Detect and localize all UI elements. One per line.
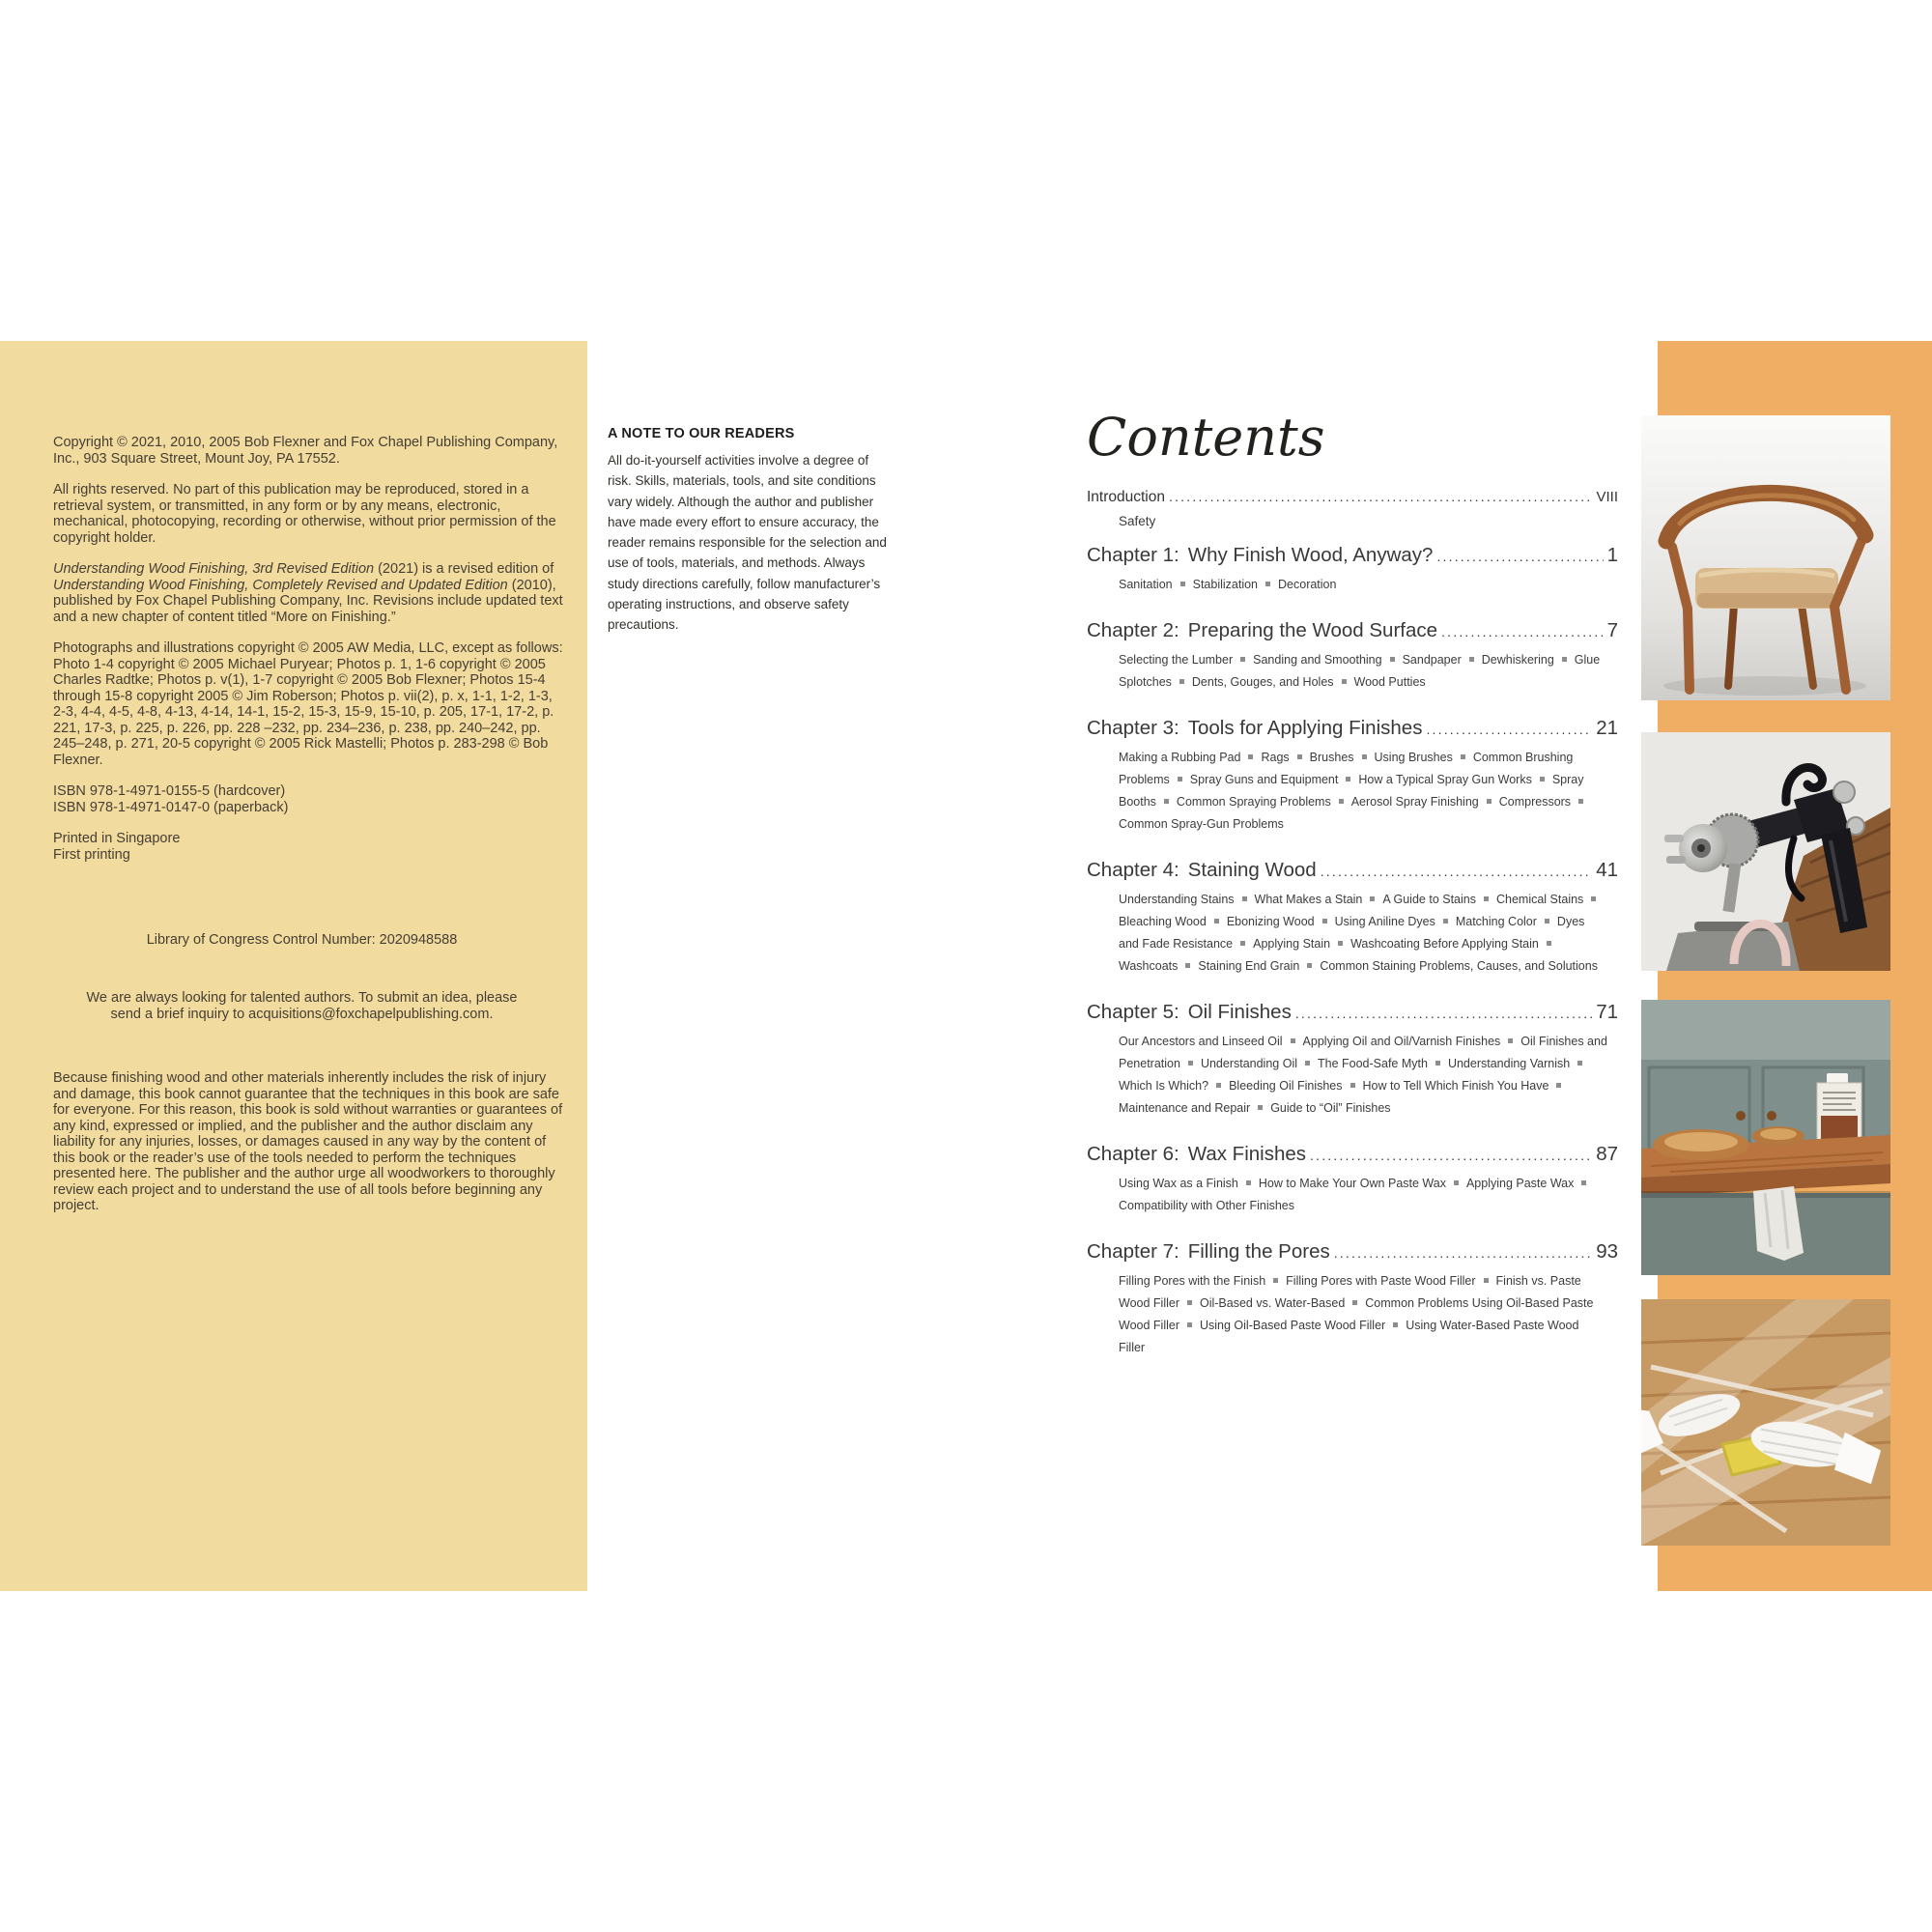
toc-chapter-block [1087, 859, 1618, 978]
chapter-topics [1119, 649, 1607, 694]
chapter-page-number: 7 [1606, 619, 1618, 641]
topic-item: Applying Oil and Oil/Varnish Finishes [1302, 1035, 1501, 1048]
topic-item: Stabilization [1192, 578, 1259, 591]
toc-chapter-row [1087, 544, 1618, 567]
chapter-page-number: 87 [1596, 1143, 1618, 1165]
chapter-label: Chapter 4: [1087, 859, 1179, 881]
toc-chapter-row [1087, 1143, 1618, 1166]
square-bullet-icon [1242, 896, 1247, 901]
topic-item: Bleeding Oil Finishes [1229, 1079, 1343, 1093]
topic-item: Aerosol Spray Finishing [1350, 795, 1479, 809]
square-bullet-icon [1188, 1061, 1193, 1065]
topic-item: Common Brushing Problems [1119, 751, 1574, 786]
topic-item: Dents, Gouges, and Holes [1191, 675, 1334, 689]
dot-leader [1426, 717, 1592, 740]
square-bullet-icon [1591, 896, 1596, 901]
topic-item: How a Typical Spray Gun Works [1358, 773, 1532, 786]
square-bullet-icon [1454, 1180, 1459, 1185]
topic-item: Using Wax as a Finish [1119, 1177, 1238, 1190]
square-bullet-icon [1265, 582, 1270, 586]
square-bullet-icon [1240, 941, 1245, 946]
square-bullet-icon [1185, 963, 1190, 968]
topic-item: Sanding and Smoothing [1253, 653, 1382, 667]
copyright-paragraph: Understanding Wood Finishing, 3rd Revised Edition (2021) is a revised edition of Understanding Wood Finishing, Completely Revised and Updated Edition (2010), published by Fox Chapel Publishing Company, Inc. Revisions include updated text and a new chapter of content titled “More on Finishing.” [53, 561, 563, 625]
topic-item: Compressors [1498, 795, 1572, 809]
square-bullet-icon [1338, 941, 1343, 946]
topic-item: Sanitation [1119, 578, 1173, 591]
chapter-topics [1119, 747, 1607, 836]
topic-item: Understanding Varnish [1447, 1057, 1571, 1070]
chapter-label: Chapter 1: [1087, 544, 1179, 566]
square-bullet-icon [1390, 657, 1395, 662]
square-bullet-icon [1180, 582, 1185, 586]
readers-note-column [608, 426, 894, 636]
chapter-title: Wax Finishes [1187, 1143, 1307, 1165]
topic-item: Sandpaper [1402, 653, 1462, 667]
topic-item: Ebonizing Wood [1226, 915, 1315, 928]
square-bullet-icon [1179, 679, 1184, 684]
toc-introduction-row [1087, 489, 1618, 506]
wooden-bowls-workbench-photo [1641, 1000, 1890, 1275]
square-bullet-icon [1187, 1322, 1192, 1327]
chapter-topics [1119, 889, 1607, 978]
square-bullet-icon [1484, 896, 1489, 901]
topic-item: Using Aniline Dyes [1334, 915, 1435, 928]
square-bullet-icon [1393, 1322, 1398, 1327]
topic-item: Filling Pores with the Finish [1119, 1274, 1266, 1288]
topic-item: Applying Paste Wax [1465, 1177, 1575, 1190]
square-bullet-icon [1342, 679, 1347, 684]
chapter-label: Chapter 6: [1087, 1143, 1179, 1165]
topic-item: Understanding Oil [1200, 1057, 1297, 1070]
square-bullet-icon [1273, 1278, 1278, 1283]
square-bullet-icon [1291, 1038, 1295, 1043]
chapter-page-number: 1 [1606, 544, 1618, 566]
square-bullet-icon [1350, 1083, 1355, 1088]
topic-item: Washcoats [1119, 959, 1179, 973]
chapter-title: Oil Finishes [1187, 1001, 1292, 1023]
toc-chapter-list [1087, 544, 1618, 1359]
topic-item: Dewhiskering [1481, 653, 1554, 667]
topic-item: Common Problems Using Oil-Based Paste Wood Filler [1119, 1296, 1594, 1332]
gloved-hands-paste-filler-photo [1641, 1299, 1890, 1546]
toc-introduction-page: VIII [1596, 489, 1618, 505]
square-bullet-icon [1214, 919, 1219, 923]
toc-chapter-row [1087, 619, 1618, 642]
wooden-armchair-photo [1641, 415, 1890, 700]
liability-disclaimer: Because finishing wood and other materials inherently includes the risk of injury and damage, this book cannot guarantee that the techniques in this book are safe for everyone. For this reason, this book is sold without warranties or guarantees of any kind, expressed or implied, and the publisher and the author disclaim any liability for any injuries, losses, or damages caused in any way by the content of this book or the reader’s use of the tools needed to perform the techniques presented here. The publisher and the author urge all woodworkers to thoroughly review each project and to understand the use of all tools before beginning any project. [53, 1070, 563, 1213]
square-bullet-icon [1581, 1180, 1586, 1185]
topic-item: Staining End Grain [1198, 959, 1300, 973]
library-of-congress-number: Library of Congress Control Number: 2020948588 [146, 932, 458, 948]
square-bullet-icon [1164, 799, 1169, 804]
topic-item: The Food-Safe Myth [1318, 1057, 1428, 1070]
chapter-title: Tools for Applying Finishes [1187, 717, 1423, 739]
square-bullet-icon [1297, 754, 1302, 759]
copyright-paragraph: All rights reserved. No part of this publication may be reproduced, stored in a retrieval system, or transmitted, in any form or by any means, electronic, mechanical, photocopying, recording or otherwise, without prior permission of the copyright holder. [53, 482, 556, 546]
topic-item: Washcoating Before Applying Stain [1350, 937, 1539, 951]
toc-chapter-block [1087, 544, 1618, 596]
topic-item: A Guide to Stains [1382, 893, 1476, 906]
square-bullet-icon [1370, 896, 1375, 901]
gloved-hands-illustration [1641, 1299, 1890, 1546]
topic-item: How to Tell Which Finish You Have [1362, 1079, 1549, 1093]
dot-leader [1334, 1240, 1592, 1264]
toc-chapter-block [1087, 1143, 1618, 1217]
toc-chapter-row [1087, 859, 1618, 882]
square-bullet-icon [1545, 919, 1549, 923]
chapter-page-number: 41 [1596, 859, 1618, 881]
chapter-topics [1119, 1031, 1607, 1120]
contents-title: Contents [1087, 407, 1325, 468]
square-bullet-icon [1187, 1300, 1192, 1305]
topic-item: Maintenance and Repair [1119, 1101, 1251, 1115]
topic-item: Our Ancestors and Linseed Oil [1119, 1035, 1283, 1048]
dot-leader [1295, 1001, 1592, 1024]
toc-introduction-subtopic: Safety [1119, 514, 1156, 528]
topic-item: Oil-Based vs. Water-Based [1199, 1296, 1346, 1310]
square-bullet-icon [1248, 754, 1253, 759]
dot-leader [1321, 859, 1592, 882]
topic-item: Rags [1261, 751, 1290, 764]
topic-item: Understanding Stains [1119, 893, 1235, 906]
square-bullet-icon [1556, 1083, 1561, 1088]
chapter-title: Staining Wood [1187, 859, 1317, 881]
chapter-topics [1119, 574, 1607, 596]
topic-item: Common Spraying Problems [1176, 795, 1331, 809]
bowls-and-can-illustration [1641, 1000, 1890, 1275]
table-of-contents [1087, 407, 1618, 1382]
square-bullet-icon [1258, 1105, 1263, 1110]
toc-chapter-block [1087, 717, 1618, 836]
topic-item: Glue Splotches [1119, 653, 1601, 689]
copyright-paragraph: Photographs and illustrations copyright © 2005 AW Media, LLC, except as follows: Photo 1-4 copyright © 2005 Michael Puryear; Photos p. 1, 1-6 copyright © 2005 Charles Radtke; Photos p. v(1), 1-7 copyright © 2005 Bob Flexner; Photos 15-4 through 15-8 copyright 2005 © Jim Roberson; Photos p. vii(2), p. x, 1-1, 1-2, 1-3, 2-3, 4-4, 4-5, 4-8, 4-13, 4-14, 14-1, 15-2, 15-3, 15-9, 15-10, p. 205, 17-1, 17-2, p. 221, 17-3, p. 225, p. 226, pp. 228 –232, pp. 234–236, p. 238, pp. 240–242, pp. 245–248, p. 271, 20-5 copyright © 2005 Rick Mastelli; Photos p. 283-298 © Bob Flexner. [53, 640, 563, 768]
square-bullet-icon [1487, 799, 1492, 804]
topic-item: Using Water-Based Paste Wood Filler [1119, 1319, 1579, 1354]
topic-item: Compatibility with Other Finishes [1119, 1199, 1295, 1212]
topic-item: How to Make Your Own Paste Wax [1258, 1177, 1446, 1190]
square-bullet-icon [1339, 799, 1344, 804]
square-bullet-icon [1577, 1061, 1582, 1065]
topic-item: Applying Stain [1253, 937, 1331, 951]
topic-item: Finish vs. Paste Wood Filler [1119, 1274, 1581, 1310]
toc-chapter-row [1087, 717, 1618, 740]
chapter-label: Chapter 5: [1087, 1001, 1179, 1023]
square-bullet-icon [1540, 777, 1545, 781]
square-bullet-icon [1352, 1300, 1357, 1305]
copyright-paragraph: Printed in Singapore First printing [53, 831, 181, 863]
topic-item: Brushes [1309, 751, 1354, 764]
square-bullet-icon [1547, 941, 1551, 946]
copyright-text-block [53, 435, 565, 878]
square-bullet-icon [1240, 657, 1245, 662]
square-bullet-icon [1322, 919, 1327, 923]
chapter-title: Preparing the Wood Surface [1187, 619, 1438, 641]
readers-note-body: All do-it-yourself activities involve a degree of risk. Skills, materials, tools, and site conditions vary widely. Although the author and publisher have made every effort to ensure accuracy, the reader remains responsible for the selection and use of tools, materials, and methods. Always study directions carefully, follow manufacturer’s operating instructions, and observe safety precautions. [608, 453, 887, 633]
authors-submission-note: We are always looking for talented authors. To submit an idea, please send a brief inquiry to acquisitions@foxchapelpublishing.com. [86, 990, 518, 1022]
topic-item: Making a Rubbing Pad [1119, 751, 1241, 764]
chapter-label: Chapter 2: [1087, 619, 1179, 641]
topic-item: Filling Pores with Paste Wood Filler [1286, 1274, 1476, 1288]
topic-item: Guide to “Oil” Finishes [1270, 1101, 1391, 1115]
chapter-topics [1119, 1270, 1607, 1359]
topic-item: Using Oil-Based Paste Wood Filler [1199, 1319, 1386, 1332]
copyright-paragraph: ISBN 978-1-4971-0155-5 (hardcover) ISBN 978-1-4971-0147-0 (paperback) [53, 783, 289, 815]
topic-item: Oil Finishes and Penetration [1119, 1035, 1607, 1070]
readers-note-heading: A NOTE TO OUR READERS [608, 426, 795, 441]
copyright-paragraph: Copyright © 2021, 2010, 2005 Bob Flexner and Fox Chapel Publishing Company, Inc., 903 Square Street, Mount Joy, PA 17552. [53, 435, 558, 467]
topic-item: Spray Booths [1119, 773, 1584, 809]
chapter-title: Why Finish Wood, Anyway? [1187, 544, 1434, 566]
square-bullet-icon [1508, 1038, 1513, 1043]
topic-item: Which Is Which? [1119, 1079, 1209, 1093]
topic-item: Bleaching Wood [1119, 915, 1207, 928]
topic-item: Chemical Stains [1495, 893, 1584, 906]
topic-item: Selecting the Lumber [1119, 653, 1234, 667]
square-bullet-icon [1346, 777, 1350, 781]
dot-leader [1169, 489, 1592, 506]
topic-item: Dyes and Fade Resistance [1119, 915, 1585, 951]
square-bullet-icon [1578, 799, 1583, 804]
topic-item: What Makes a Stain [1254, 893, 1363, 906]
copyright-page-panel [0, 341, 587, 1591]
square-bullet-icon [1305, 1061, 1310, 1065]
chapter-page-number: 21 [1596, 717, 1618, 739]
square-bullet-icon [1484, 1278, 1489, 1283]
toc-chapter-row [1087, 1240, 1618, 1264]
chapter-title: Filling the Pores [1187, 1240, 1330, 1263]
chapter-topics [1119, 1173, 1607, 1217]
topic-item: Spray Guns and Equipment [1189, 773, 1339, 786]
toc-introduction-label: Introduction [1087, 489, 1165, 505]
chapter-label: Chapter 3: [1087, 717, 1179, 739]
topic-item: Using Brushes [1374, 751, 1453, 764]
spray-gun-photo [1641, 732, 1890, 971]
square-bullet-icon [1246, 1180, 1251, 1185]
toc-chapter-block [1087, 619, 1618, 694]
toc-chapter-block [1087, 1001, 1618, 1120]
toc-chapter-row [1087, 1001, 1618, 1024]
dot-leader [1310, 1143, 1592, 1166]
chapter-page-number: 71 [1596, 1001, 1618, 1023]
spray-gun-illustration [1641, 732, 1890, 971]
square-bullet-icon [1562, 657, 1567, 662]
topic-item: Common Staining Problems, Causes, and Solutions [1320, 959, 1598, 973]
square-bullet-icon [1307, 963, 1312, 968]
topic-item: Common Spray-Gun Problems [1119, 817, 1284, 831]
dot-leader [1436, 544, 1603, 567]
dot-leader [1441, 619, 1604, 642]
square-bullet-icon [1216, 1083, 1221, 1088]
toc-chapter-block [1087, 1240, 1618, 1359]
square-bullet-icon [1435, 1061, 1440, 1065]
square-bullet-icon [1443, 919, 1448, 923]
chapter-page-number: 93 [1596, 1240, 1618, 1263]
square-bullet-icon [1362, 754, 1367, 759]
square-bullet-icon [1469, 657, 1474, 662]
square-bullet-icon [1178, 777, 1182, 781]
chapter-label: Chapter 7: [1087, 1240, 1179, 1263]
square-bullet-icon [1461, 754, 1465, 759]
topic-item: Matching Color [1455, 915, 1537, 928]
wooden-armchair-illustration [1641, 415, 1890, 700]
topic-item: Wood Putties [1353, 675, 1426, 689]
topic-item: Decoration [1278, 578, 1337, 591]
